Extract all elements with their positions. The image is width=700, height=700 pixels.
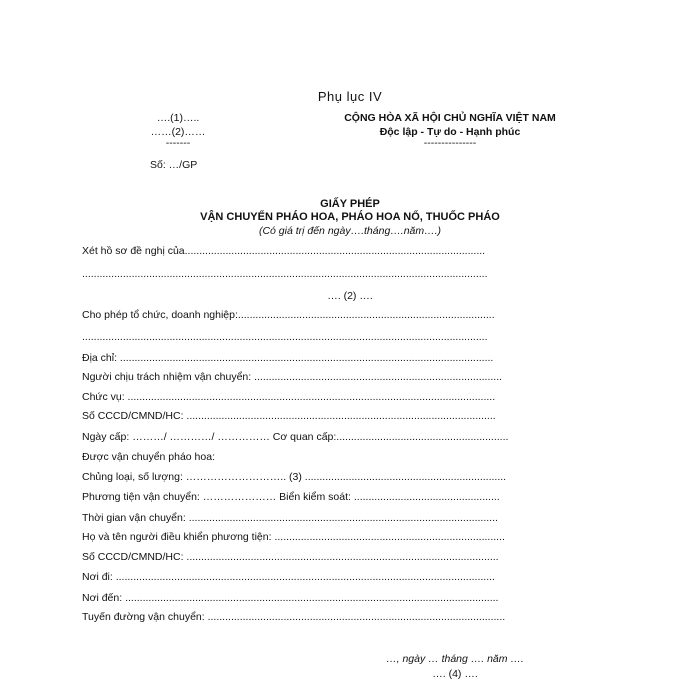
form-line-issue-date: Ngày cấp: ………/ …………/ …………… Cơ quan cấp:...........................................................: [82, 431, 509, 443]
form-line-responsible-person: Người chịu trách nhiệm vận chuyển: .....................................................................................: [82, 371, 503, 383]
appendix-title: Phụ lục IV: [317, 89, 383, 104]
signature-role: …. (4) ….: [432, 668, 478, 680]
form-line-blank: ...........................................................................................................................................: [82, 331, 488, 343]
document-number: Số: …/GP: [150, 159, 198, 171]
document-title: GIẤY PHÉP: [320, 198, 380, 210]
validity-note: (Có giá trị đến ngày….tháng….năm….): [258, 225, 442, 237]
form-line-route: Tuyến đường vận chuyển: ......................................................................................................: [82, 611, 506, 623]
form-line-destination: Nơi đến: ................................................................................................................................: [82, 592, 499, 604]
form-line-review: Xét hồ sơ đề nghị của.......................................................................................................: [82, 245, 486, 257]
document-subtitle: VẬN CHUYỂN PHÁO HOA, PHÁO HOA NỔ, THUỐC PHÁO: [200, 211, 500, 223]
form-line-blank: ...........................................................................................................................................: [82, 268, 488, 280]
agency-line-2: ……(2)……: [150, 126, 206, 138]
form-line-id-number: Số CCCD/CMND/HC: ..........................................................................................................: [82, 410, 496, 422]
form-line-transport-time: Thời gian vận chuyển: ..........................................................................................................: [82, 512, 498, 524]
form-line-organization: Cho phép tổ chức, doanh nghiệp:........................................................................................: [82, 309, 495, 321]
form-line-driver-name: Họ và tên người điều khiển phương tiện: ...............................................................................: [82, 531, 505, 543]
national-title: CỘNG HÒA XÃ HỘI CHỦ NGHĨA VIỆT NAM: [344, 112, 556, 124]
form-line-driver-id: Số CCCD/CMND/HC: ...........................................................................................................: [82, 551, 499, 563]
form-line-permitted: Được vận chuyển pháo hoa:: [82, 451, 215, 463]
signature-date: …, ngày … tháng …. năm ….: [386, 653, 524, 665]
form-line-authority: …. (2) ….: [327, 290, 373, 302]
form-line-vehicle: Phương tiện vận chuyển: ………………… Biển kiểm soát: ..................................................: [82, 491, 500, 503]
agency-underline: -------: [165, 137, 191, 149]
form-line-position: Chức vụ: ..............................................................................................................................: [82, 391, 496, 403]
form-line-address: Địa chỉ: ................................................................................................................................: [82, 352, 494, 364]
form-line-origin: Nơi đi: ..................................................................................................................................: [82, 571, 495, 583]
form-line-type-quantity: Chủng loại, số lượng: ……………………….. (3) .....................................................................: [82, 471, 507, 483]
national-motto: Độc lập - Tự do - Hạnh phúc: [379, 126, 521, 138]
agency-line-1: ….(1)…..: [156, 112, 200, 124]
national-underline: ---------------: [423, 137, 477, 149]
